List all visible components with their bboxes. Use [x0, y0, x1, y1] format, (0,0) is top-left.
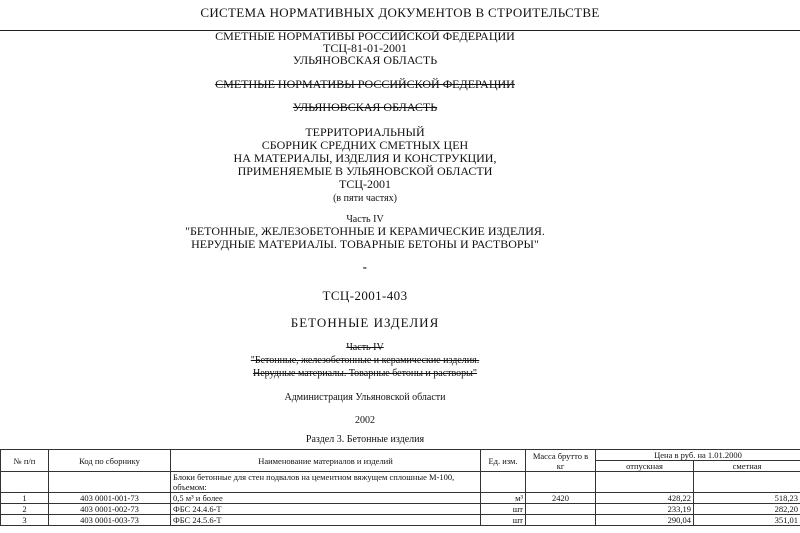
collection-line5: ТСЦ-2001 [339, 177, 391, 191]
cell-estimate: 351,01 [694, 515, 800, 526]
year: 2002 [355, 415, 375, 426]
part-line1: "БЕТОННЫЕ, ЖЕЛЕЗОБЕТОННЫЕ И КЕРАМИЧЕСКИЕ ИЗДЕЛИЯ. [185, 224, 545, 238]
cell-code: 403 0001-002-73 [49, 504, 171, 515]
doc-title: БЕТОННЫЕ ИЗДЕЛИЯ [290, 315, 440, 330]
collection-line3: НА МАТЕРИАЛЫ, ИЗДЕЛИЯ И КОНСТРУКЦИИ, [233, 151, 497, 165]
struck2-line1: Часть IV [346, 342, 384, 353]
struck2-line2: "Бетонные, железобетонные и керамические изделия. [250, 355, 480, 366]
cell-num: 1 [1, 493, 49, 504]
section-title: Раздел 3. Бетонные изделия [305, 434, 425, 445]
doc-code: ТСЦ-2001-403 [322, 288, 408, 303]
collection-line1: ТЕРРИТОРИАЛЬНЫЙ [305, 125, 425, 139]
cell-mass [526, 504, 596, 515]
administration: Администрация Ульяновской области [284, 392, 446, 403]
header-code: Код по сборнику [49, 450, 171, 472]
collection-line4: ПРИМЕНЯЕМЫЕ В УЛЬЯНОВСКОЙ ОБЛАСТИ [237, 164, 493, 178]
cell-release: 233,19 [596, 504, 694, 515]
header-mass: Масса брутто в кг [526, 450, 596, 472]
group-row [1, 472, 800, 493]
struck-line2: УЛЬЯНОВСКАЯ ОБЛАСТЬ [292, 100, 438, 114]
header-estimate: сметная [694, 461, 800, 472]
cell-estimate: 282,20 [694, 504, 800, 515]
struck2-line3: Нерудные материалы. Товарные бетоны и растворы" [253, 368, 477, 379]
table-row [1, 493, 800, 504]
part-line2: НЕРУДНЫЕ МАТЕРИАЛЫ. ТОВАРНЫЕ БЕТОНЫ И РАСТВОРЫ" [191, 237, 539, 251]
struck-line1: СМЕТНЫЕ НОРМАТИВЫ РОССИЙСКОЙ ФЕДЕРАЦИИ [215, 77, 515, 91]
cell-mass: 2420 [526, 493, 596, 504]
header-unit: Ед. изм. [481, 450, 526, 472]
cell-mass [526, 515, 596, 526]
header-release: отпускная [596, 461, 694, 472]
header-title: СИСТЕМА НОРМАТИВНЫХ ДОКУМЕНТОВ В СТРОИТЕЛЬСТВЕ [200, 5, 600, 20]
block1-line2: ТСЦ-81-01-2001 [323, 41, 407, 55]
cell-num: 3 [1, 515, 49, 526]
block1-line1: СМЕТНЫЕ НОРМАТИВЫ РОССИЙСКОЙ ФЕДЕРАЦИИ [215, 29, 515, 43]
cell-name: 0,5 м³ и более [171, 493, 481, 504]
cell-unit: шт [481, 504, 526, 515]
cell-code: 403 0001-001-73 [49, 493, 171, 504]
table-row [1, 515, 800, 526]
collection-line6: (в пяти частях) [333, 193, 397, 204]
dash: - [362, 259, 368, 274]
cell-name: ФБС 24.5.6-Т [171, 515, 481, 526]
table-row [1, 504, 800, 515]
cell-estimate: 518,23 [694, 493, 800, 504]
cell-unit: шт [481, 515, 526, 526]
block1-line3: УЛЬЯНОВСКАЯ ОБЛАСТЬ [292, 53, 438, 67]
group-label: Блоки бетонные для стен подвалов на цементном вяжущем сплошные М-100, объемом: [171, 472, 481, 493]
header-band [0, 0, 800, 31]
cell-code: 403 0001-003-73 [49, 515, 171, 526]
cell-name: ФБС 24.4.6-Т [171, 504, 481, 515]
cell-unit: м³ [481, 493, 526, 504]
part-label: Часть IV [346, 214, 384, 225]
header-name: Наименование материалов и изделий [171, 450, 481, 472]
collection-line2: СБОРНИК СРЕДНИХ СМЕТНЫХ ЦЕН [261, 138, 469, 152]
materials-table [0, 449, 800, 526]
cell-release: 290,04 [596, 515, 694, 526]
header-price: Цена в руб. на 1.01.2000 [596, 450, 800, 461]
cell-num: 2 [1, 504, 49, 515]
cell-release: 428,22 [596, 493, 694, 504]
header-num: № п/п [1, 450, 49, 472]
